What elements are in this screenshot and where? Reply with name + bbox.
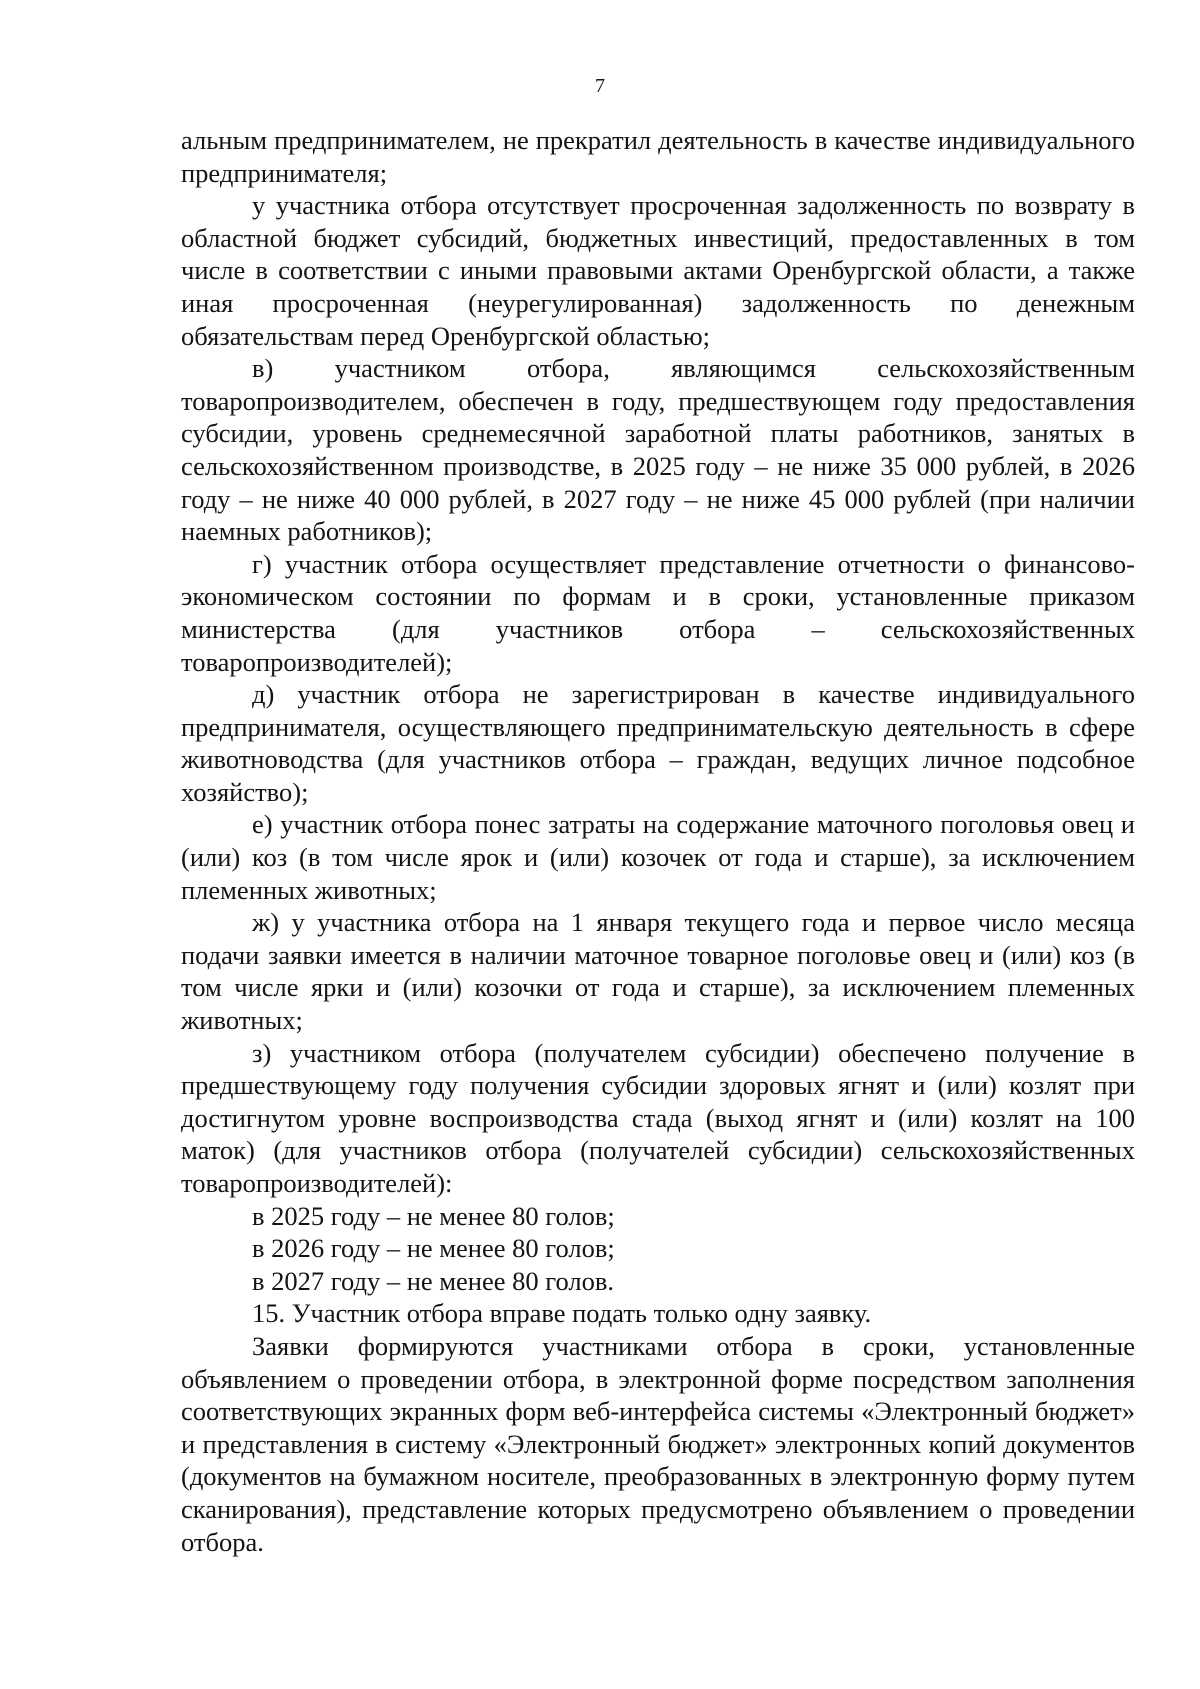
paragraph-item-d-registration: д) участник отбора не зарегистрирован в качестве индивидуального предпринимателя, осуществляющего предпринимательскую деятельность в сфере животноводства (для участников отбора – граждан, ведущих личное подсобное хозяйство); (181, 679, 1135, 807)
page-number: 7 (595, 75, 605, 97)
paragraph-no-overdue-debt: у участника отбора отсутствует просроченная задолженность по возврату в областной бюджет субсидий, бюджетных инвестиций, предоставленных в том числе в соответствии с иными правовыми актами Оренбургской области, а также иная просроченная (неурегулированная) задолженность по денежным обязательствам перед Оренбургской областью; (181, 190, 1135, 351)
paragraph-item-zh-livestock: ж) у участника отбора на 1 января текущего года и первое число месяца подачи заявки имеется в наличии маточное товарное поголовье овец и (или) коз (в том числе ярки и (или) козочки от года и старше), за исключением племенных животных; (181, 907, 1135, 1036)
paragraph-item-v-salary: в) участником отбора, являющимся сельскохозяйственным товаропроизводителем, обеспечен в году, предшествующем году предоставления субсидии, уровень среднемесячной заработной платы работников, занятых в сельскохозяйственном производстве, в 2025 году – не ниже 35 000 рублей, в 2026 году – не ниже 40 000 рублей, в 2027 году – не ниже 45 000 рублей (при наличии наемных работников); (181, 353, 1135, 547)
list-item-2026: в 2026 году – не менее 80 голов; (252, 1233, 615, 1264)
paragraph-clause-15: 15. Участник отбора вправе подать только одну заявку. (252, 1298, 872, 1329)
list-item-2025: в 2025 году – не менее 80 голов; (252, 1200, 615, 1231)
document-body (181, 124, 1135, 1558)
paragraph-item-z-reproduction: з) участником отбора (получателем субсидии) обеспечено получение в предшествующему году получения субсидии здоровых ягнят и (или) козлят при достигнутом уровне воспроизводства стада (выход ягнят и (или) козлят на 100 маток) (для участников отбора (получателей субсидии) сельскохозяйственных товаропроизводителей): (181, 1037, 1135, 1198)
paragraph-item-g-reporting: г) участник отбора осуществляет представление отчетности о финансово-экономическом состоянии по формам и в сроки, установленные приказом министерства (для участников отбора – сельскохозяйственных товаропроизводителей); (181, 548, 1135, 677)
list-item-2027: в 2027 году – не менее 80 голов. (252, 1265, 614, 1296)
paragraph-item-e-expenses: е) участник отбора понес затраты на содержание маточного поголовья овец и (или) коз (в том числе ярок и (или) козочек от года и старше), за исключением племенных животных; (181, 809, 1135, 905)
paragraph-applications: Заявки формируются участниками отбора в сроки, установленные объявлением о проведении отбора, в электронной форме посредством заполнения соответствующих экранных форм веб-интерфейса системы «Электронный бюджет» и представления в систему «Электронный бюджет» электронных копий документов (документов на бумажном носителе, преобразованных в электронную форму путем сканирования), представление которых предусмотрено объявлением о проведении отбора. (181, 1330, 1135, 1557)
paragraph-continuation: альным предпринимателем, не прекратил деятельность в качестве индивидуального предпринимателя; (181, 125, 1135, 188)
